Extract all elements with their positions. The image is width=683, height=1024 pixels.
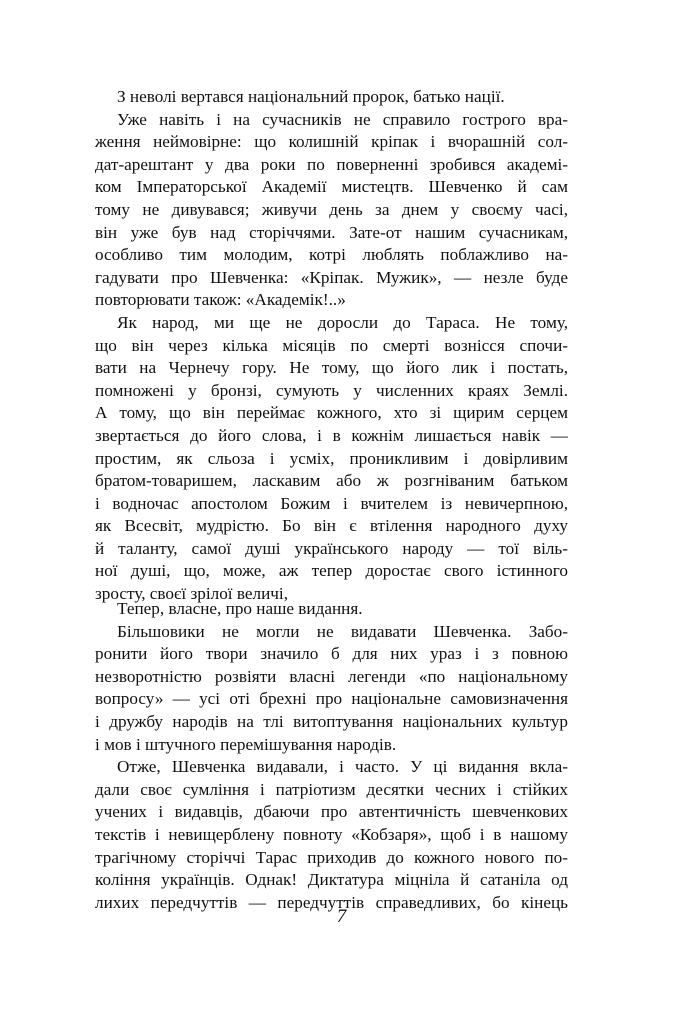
text-line: Більшовики не могли не видавати Шевченка. Забо-: [117, 621, 568, 641]
text-line: ронити його твори значило б для них ураз і з повною: [95, 644, 568, 664]
text-line: дали своє сумління і патріотизм десятки чесних і стійких: [95, 779, 568, 799]
text-line: звертається до його слова, і в кожнім лишається навік —: [95, 425, 568, 445]
text-line: повторювати також: «Академік!..»: [95, 290, 346, 310]
text-line: братом-товаришем, ласкавим або ж розгніваним батьком: [95, 471, 568, 491]
text-line: трагічному сторіччі Тарас приходив до кожного нового по-: [95, 847, 568, 867]
text-line: як Всесвіт, мудрістю. Бо він є втілення народного духу: [95, 516, 568, 536]
text-line: особливо тим молодим, котрі люблять поблажливо на-: [95, 245, 568, 265]
text-line: простим, як сльоза і усміх, проникливим і довірливим: [95, 448, 568, 468]
text-line: тому не дивувався; живучи день за днем у своєму часі,: [95, 199, 568, 219]
text-line: і мов і штучного перемішування народів.: [95, 734, 397, 754]
text-line: З неволі вертався національний пророк, батько нації.: [117, 87, 505, 106]
text-line: і водночас апостолом Божим і вчителем із невичерпною,: [95, 493, 568, 513]
text-line: А тому, що він переймає кожного, хто зі щирим серцем: [95, 403, 568, 423]
text-block-lower: [95, 598, 568, 914]
text-line: й таланту, самої душі українського народу — тої віль-: [95, 538, 568, 558]
text-line: Тепер, власне, про наше видання.: [117, 599, 363, 618]
text-line: лихих передчуттів — передчуттів справедливих, бо кінець: [95, 892, 568, 912]
text-line: Уже навіть і на сучасників не справило гострого вра-: [117, 109, 568, 129]
text-block-upper: [95, 86, 568, 606]
text-line: дат-арештант у два роки по поверненні зробився академі-: [95, 154, 568, 174]
text-line: вати на Чернечу гору. Не тому, що його лик і постать,: [95, 358, 568, 378]
text-line: коління українців. Однак! Диктатура міцніла й сатаніла од: [95, 870, 568, 890]
text-line: Отже, Шевченка видавали, і часто. У ці видання вкла-: [117, 757, 568, 777]
text-line: що він через кілька місяців по смерті вознісся спочи-: [95, 335, 568, 355]
page-number: 7: [336, 906, 347, 927]
text-line: і дружбу народів на тлі витоптування національних культур: [95, 711, 568, 731]
text-line: гадувати про Шевченка: «Кріпак. Мужик», — незле буде: [95, 267, 568, 287]
text-line: він уже був над сторіччями. Зате-от нашим сучасникам,: [95, 222, 568, 242]
text-line: вопросу» — усі оті брехні про національне самовизначення: [95, 689, 568, 709]
text-line: учених і видавців, дбаючи про автентичність шевченкових: [95, 802, 568, 822]
text-line: ної душі, що, може, аж тепер доростає свого істинного: [95, 561, 568, 581]
text-line: Як народ, ми ще не доросли до Тараса. Не тому,: [117, 312, 568, 332]
text-line: ження неймовірне: що колишній кріпак і вчорашній сол-: [95, 132, 568, 152]
text-line: ком Імператорської Академії мистецтв. Шевченко й сам: [95, 177, 568, 197]
text-line: текстів і невищерблену повноту «Кобзаря», щоб і в нашому: [95, 824, 568, 844]
text-line: незворотністю розвіяти власні легенди «по національному: [95, 666, 568, 686]
text-line: зросту, своєї зрілої величі,: [95, 584, 288, 604]
text-line: помножені у бронзі, сумують у численних краях Землі.: [95, 380, 568, 400]
